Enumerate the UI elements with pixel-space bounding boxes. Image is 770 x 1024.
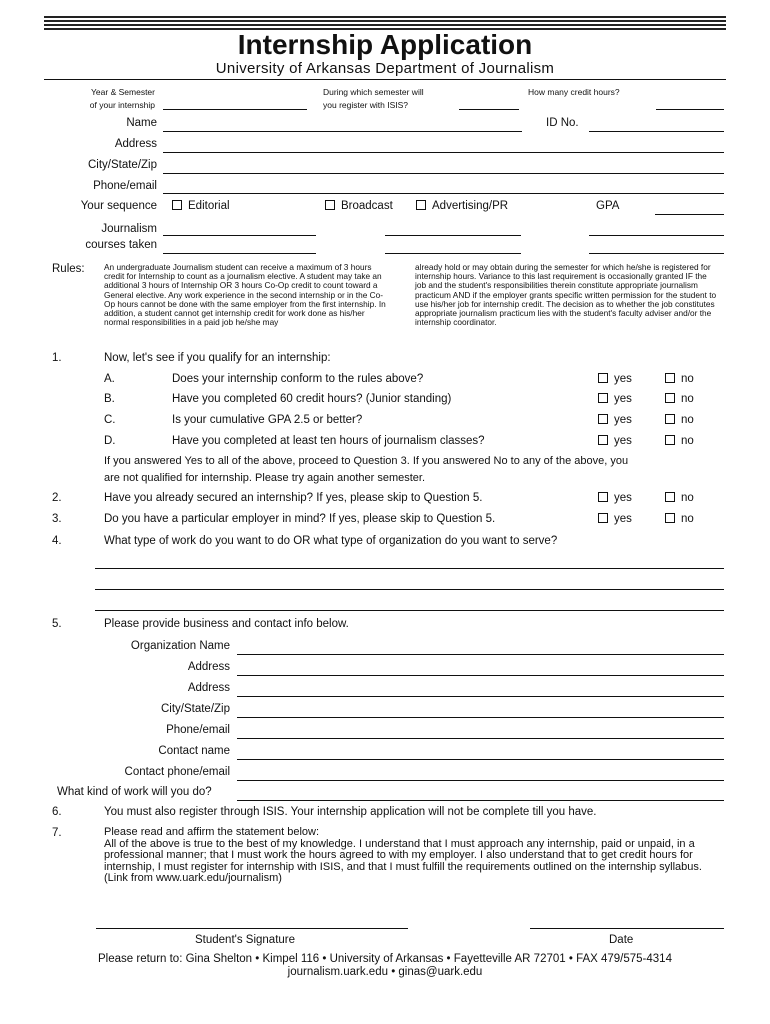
courses-field-1[interactable] [163, 235, 316, 236]
q1-sub-yes[interactable]: yes [598, 373, 632, 385]
courses-field-5[interactable] [385, 253, 521, 254]
checkbox-icon [665, 373, 675, 383]
q1-note: If you answered Yes to all of the above, proceed to Question 3. If you answered No to any of the above, you are not qualified for internship. Please try again another semester. [104, 455, 629, 484]
q3-no[interactable]: no [665, 513, 694, 525]
phone-email-label: Phone/email [93, 180, 157, 192]
org-field-input[interactable] [237, 654, 724, 655]
rules-text-right: already hold or may obtain during the semester for which he/she is registered for internship hours. Variance to this last requirement is occasionally granted IF the job and the student's responsibilities therein constitute appropriate journalism practicum AND if the employer grants specific written permission for the student to use his/her job for internship credit. The decision as to whether the job constitutes appropriate journalism practicum lies with the student's faculty adviser and/or the internship coordinator. [415, 262, 717, 328]
q5-text: Please provide business and contact info below. [104, 618, 349, 630]
checkbox-icon [598, 492, 608, 502]
year-semester-label: Year & Semester of your internship [89, 87, 155, 110]
org-field-input[interactable] [237, 696, 724, 697]
address-label: Address [114, 138, 157, 150]
q1-sub-no[interactable]: no [665, 435, 694, 447]
q2-yes[interactable]: yes [598, 492, 632, 504]
q1-sub-text: Have you completed at least ten hours of journalism classes? [172, 435, 485, 447]
org-field-label: Organization Name [130, 640, 230, 652]
rules-text-left: An undergraduate Journalism student can receive a maximum of 3 hours credit for Internship to count as a journalism elective. A student may take an additional 3 hours of Internship OR 3 hours Co-Op credit to count toward a General elective. Any work experience in the second internship or in the Co-Op hours cannot be done with the same employer from the first internship. In addition, a student cannot get internship credit for work done as his/her normal responsibilities in a paid job he/she may [104, 262, 386, 328]
q1-sub-no[interactable]: no [665, 393, 694, 405]
q4-answer-line-1[interactable] [95, 568, 724, 569]
org-field-label: Contact phone/email [124, 766, 230, 778]
checkbox-icon [665, 414, 675, 424]
q1-sub-letter: A. [104, 373, 115, 385]
q7-text: Please read and affirm the statement below: All of the above is true to the best of my knowledge. I understand that I must approach any internship, paid or unpaid, in a professional manner; that I must work the hours agreed to with my employer. I also understand that to get credit hours for internship, I must register for internship with ISIS, and that I must fulfill the requirements outlined on the internship syllabus. (Link from www.uark.edu/journalism) [104, 826, 702, 884]
q1-sub-letter: C. [104, 414, 116, 426]
q5-number: 5. [52, 618, 62, 630]
q1-sub-text: Does your internship conform to the rules above? [172, 373, 424, 385]
org-field-label: Address [187, 682, 230, 694]
org-field-input[interactable] [237, 780, 724, 781]
city-state-zip-field[interactable] [163, 173, 724, 174]
page-title: Internship Application [237, 29, 533, 60]
courses-field-6[interactable] [589, 253, 724, 254]
checkbox-icon [416, 200, 426, 210]
address-field[interactable] [163, 152, 724, 153]
org-field-input[interactable] [237, 717, 724, 718]
q1-sub-yes[interactable]: yes [598, 393, 632, 405]
date-label: Date [609, 934, 634, 946]
sequence-advertising-option[interactable]: Advertising/PR [416, 200, 508, 212]
signature-label: Student's Signature [195, 934, 296, 946]
q1-sub-no[interactable]: no [665, 373, 694, 385]
checkbox-icon [598, 513, 608, 523]
sequence-editorial-option[interactable]: Editorial [172, 200, 230, 212]
q4-answer-line-2[interactable] [95, 589, 724, 590]
footer-contact: journalism.uark.edu • ginas@uark.edu [287, 966, 483, 978]
credit-hours-field[interactable] [656, 109, 724, 110]
q4-text: What type of work do you want to do OR what type of organization do you want to serve? [104, 535, 558, 547]
checkbox-icon [598, 393, 608, 403]
q1-sub-no[interactable]: no [665, 414, 694, 426]
checkbox-icon [665, 393, 675, 403]
checkbox-icon [665, 435, 675, 445]
credit-hours-label: How many credit hours? [528, 87, 620, 97]
q2-number: 2. [52, 492, 62, 504]
q2-no[interactable]: no [665, 492, 694, 504]
q3-text: Do you have a particular employer in mind? If yes, please skip to Question 5. [104, 513, 496, 525]
name-field[interactable] [163, 131, 522, 132]
work-field[interactable] [237, 800, 724, 801]
rules-label: Rules: [52, 263, 85, 275]
checkbox-icon [325, 200, 335, 210]
city-state-zip-label: City/State/Zip [87, 159, 157, 171]
courses-field-3[interactable] [589, 235, 724, 236]
checkbox-icon [598, 373, 608, 383]
signature-field[interactable] [96, 928, 408, 929]
courses-taken-label: Journalism courses taken [85, 223, 157, 251]
gpa-field[interactable] [655, 214, 724, 215]
q1-sub-yes[interactable]: yes [598, 414, 632, 426]
q6-number: 6. [52, 806, 62, 818]
q3-yes[interactable]: yes [598, 513, 632, 525]
checkbox-icon [172, 200, 182, 210]
q1-text: Now, let's see if you qualify for an internship: [104, 352, 331, 364]
checkbox-icon [598, 414, 608, 424]
q1-number: 1. [52, 352, 62, 364]
org-field-input[interactable] [237, 675, 724, 676]
q4-answer-line-3[interactable] [95, 610, 724, 611]
name-label: Name [126, 117, 157, 129]
courses-field-4[interactable] [163, 253, 316, 254]
phone-email-field[interactable] [163, 193, 724, 194]
q4-number: 4. [52, 535, 62, 547]
org-field-label: Address [187, 661, 230, 673]
courses-field-2[interactable] [385, 235, 521, 236]
q2-text: Have you already secured an internship? If yes, please skip to Question 5. [104, 492, 483, 504]
checkbox-icon [665, 492, 675, 502]
q1-sub-letter: B. [104, 393, 115, 405]
q7-number: 7. [52, 827, 62, 839]
q6-text: You must also register through ISIS. Your internship application will not be complete till you have. [104, 806, 597, 818]
sequence-broadcast-option[interactable]: Broadcast [325, 200, 393, 212]
checkbox-icon [665, 513, 675, 523]
footer-return-address: Please return to: Gina Shelton • Kimpel 116 • University of Arkansas • Fayetteville AR 72701 • FAX 479/575-4314 [98, 953, 672, 965]
q1-sub-yes[interactable]: yes [598, 435, 632, 447]
checkbox-icon [598, 435, 608, 445]
q1-sub-text: Is your cumulative GPA 2.5 or better? [172, 414, 363, 426]
q1-sub-letter: D. [104, 435, 116, 447]
work-label: What kind of work will you do? [57, 786, 212, 798]
org-field-input[interactable] [237, 738, 724, 739]
org-field-label: Phone/email [166, 724, 230, 736]
year-semester-field[interactable] [163, 109, 307, 110]
q1-sub-text: Have you completed 60 credit hours? (Junior standing) [172, 393, 452, 405]
id-label: ID No. [546, 117, 579, 129]
q3-number: 3. [52, 513, 62, 525]
isis-semester-label: During which semester will you register with ISIS? [323, 87, 424, 110]
header-underline [44, 79, 726, 80]
sequence-label: Your sequence [80, 200, 157, 212]
isis-semester-field[interactable] [459, 109, 519, 110]
date-field[interactable] [530, 928, 724, 929]
gpa-label: GPA [596, 200, 620, 212]
id-field[interactable] [589, 131, 724, 132]
org-field-input[interactable] [237, 759, 724, 760]
org-field-label: City/State/Zip [160, 703, 230, 715]
page-subtitle: University of Arkansas Department of Journalism [215, 60, 555, 77]
org-field-label: Contact name [158, 745, 230, 757]
